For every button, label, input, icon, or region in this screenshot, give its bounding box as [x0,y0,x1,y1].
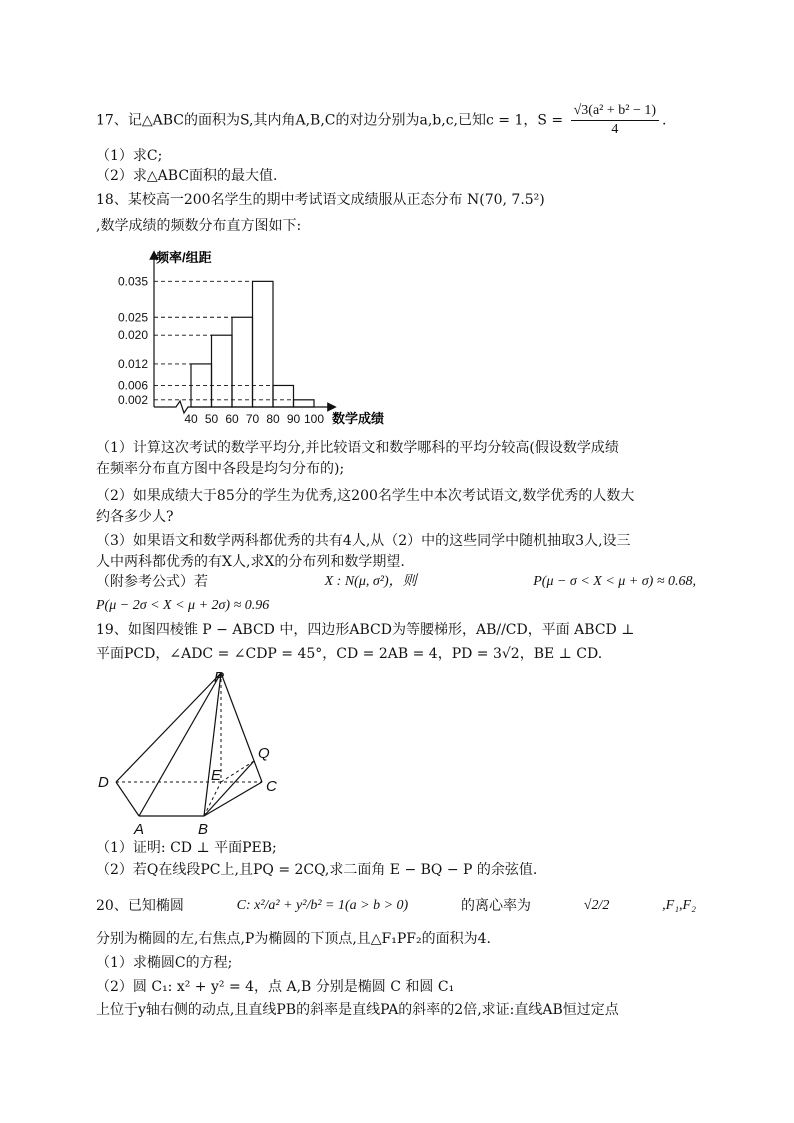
q18-part1-line1: （1）计算这次考试的数学平均分,并比较语文和数学哪科的平均分较高(假设数学成绩 [96,440,619,456]
y-tick-label: 0.020 [117,328,148,343]
histogram-bar [232,317,253,407]
label-a: A [134,821,145,838]
q19-intro-line1: 19、如图四棱锥 P − ABCD 中，四边形ABCD为等腰梯形，AB//CD，平面 ABCD ⊥ [96,622,635,638]
label-b: B [198,821,209,838]
q17-part2: （2）求△ABC面积的最大值. [96,168,278,184]
q20-intro-c: 的离心率为 [461,898,531,914]
x-tick-label: 40 [184,412,198,426]
edge-da [116,782,139,816]
histogram-y-label: 频率/组距 [156,250,212,265]
y-tick-label: 0.012 [117,356,148,371]
y-tick-label: 0.006 [117,378,148,393]
histogram-bar [212,335,233,407]
q17-frac-denominator: 4 [611,122,619,137]
q17-end: . [662,112,667,129]
q17-text: 17、记△ABC的面积为S,其内角A,B,C的对边分别为a,b,c,已知c = 1，S = [96,112,564,129]
q17-frac-numerator: √3(a² + b² − 1) [571,102,659,121]
q20-intro-line1 [96,888,696,924]
x-tick-label: 70 [245,412,260,426]
q18-ref-label: （附参考公式）若 [96,574,208,590]
q18-intro-line1: 18、某校高一200名学生的期中考试语文成绩服从正态分布 N(70, 7.5²) [96,192,545,208]
histogram-bar [191,364,212,407]
y-tick-label: 0.002 [117,392,148,407]
edge-pc [221,673,262,782]
q18-part3-line1: （3）如果语文和数学两科都优秀的共有4人,从（2）中的这些同学中随机抽取3人,设三 [96,533,631,549]
label-d: D [98,774,109,791]
q17-area-fraction [571,102,659,139]
histogram-bar [273,385,294,407]
q18-intro-line2: ,数学成绩的频数分布直方图如下: [96,218,302,234]
x-tick-label: 50 [204,412,219,426]
x-tick-label: 90 [286,412,301,426]
histogram-chart [96,247,426,427]
q18-part1-line2: 在频率分布直方图中各段是均匀分布的); [96,461,345,477]
q18-ref-distribution: X : N(μ, σ²)，则 [324,574,417,589]
q18-part2-line2: 约各多少人? [96,509,174,525]
q19-intro-line2: 平面PCD，∠ADC = ∠CDP = 45°，CD = 2AB = 4，PD = 3√2，BE ⊥ CD. [96,646,603,662]
q18-reference-formula [96,572,696,592]
histogram-bar [253,281,274,407]
q18-part2-line1: （2）如果成绩大于85分的学生为优秀,这200名学生中本次考试语文,数学优秀的人数大 [96,488,635,504]
pyramid-figure [94,668,314,838]
q20-part1: （1）求椭圆C的方程; [96,955,233,971]
histogram-x-label: 数学成绩 [332,411,385,426]
q20-intro-a: 20、已知椭圆 [96,898,184,914]
q17-statement [96,102,666,139]
y-tick-label: 0.035 [117,274,148,289]
q19-part1: （1）证明: CD ⊥ 平面PEB; [96,840,277,856]
x-tick-label: 100 [303,412,325,426]
q20-foci: ,F₁,F₂ [662,898,696,913]
q20-intro-line2: 分别为椭圆的左,右焦点,P为椭圆的下顶点,且△F₁PF₂的面积为4. [96,931,491,947]
q18-part3-line2: 人中两科都优秀的有X人,求X的分布列和数学期望. [96,554,405,570]
y-tick-label: 0.025 [117,310,148,325]
q20-ellipse-equation: C: x²/a² + y²/b² = 1(a > b > 0) [236,898,409,913]
q20-part2-line2: 上位于y轴右侧的动点,且直线PB的斜率是直线PA的斜率的2倍,求证:直线AB恒过定点 [96,1002,619,1018]
label-q: Q [258,745,270,762]
q18-ref-prob2: P(μ − 2σ < X < μ + 2σ) ≈ 0.96 [96,598,270,613]
q20-part2-line1: （2）圆 C₁: x² + y² = 4，点 A,B 分别是椭圆 C 和圆 C₁ [96,979,455,995]
label-p: P [214,669,225,686]
x-tick-label: 60 [225,412,239,426]
q17-part1: （1）求C; [96,148,163,164]
label-c: C [266,778,277,795]
histogram-bar [294,400,315,407]
x-tick-label: 80 [266,412,280,426]
q20-eccentricity: √2/2 [583,898,610,913]
edge-pb [204,673,221,816]
q19-part2: （2）若Q在线段PC上,且PQ = 2CQ,求二面角 E − BQ − P 的余弦值. [96,862,538,878]
q18-ref-prob1: P(μ − σ < X < μ + σ) ≈ 0.68, [533,574,696,589]
label-e: E [211,767,222,784]
